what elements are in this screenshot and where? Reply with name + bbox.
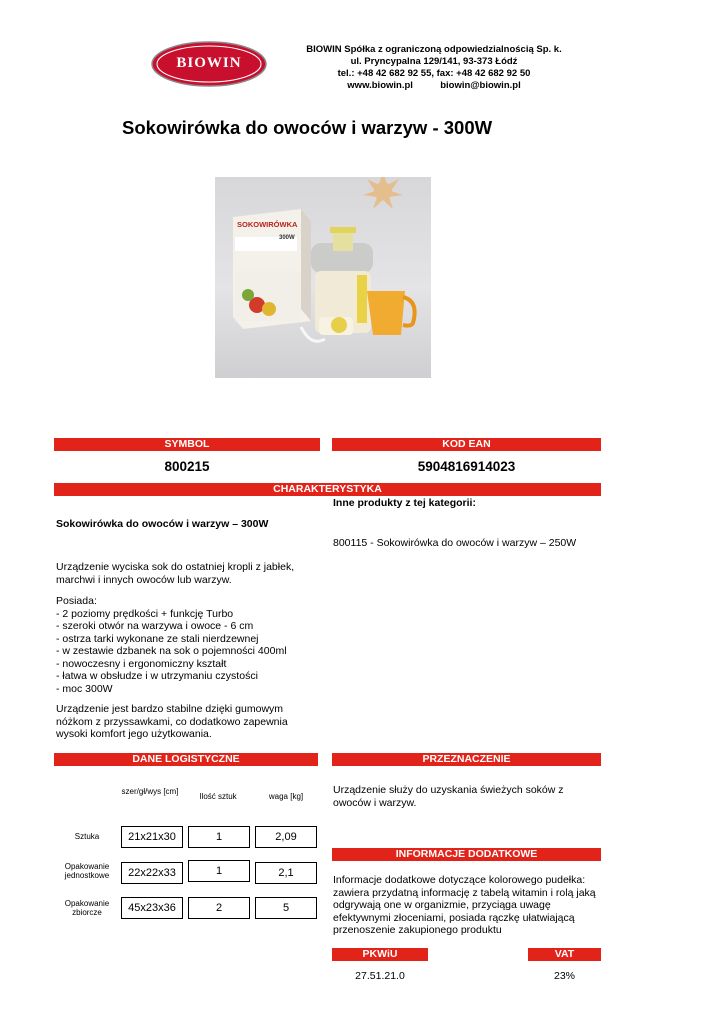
weight-cell: 2,09 [255, 826, 317, 848]
ean-bar: KOD EAN [332, 438, 601, 451]
row-label: Sztuka [74, 832, 100, 841]
logo-text: BIOWIN [176, 55, 242, 71]
col-dims-header: szer/gł/wys [cm] [121, 787, 179, 796]
col-qty-header: Ilość sztuk [199, 792, 237, 801]
dims-cell: 45x23x36 [121, 897, 183, 919]
other-product-item[interactable]: 800115 - Sokowirówka do owoców i warzyw – 250W [333, 537, 577, 549]
page-title: Sokowirówka do owoców i warzyw - 300W [122, 117, 493, 138]
features-list [56, 595, 316, 695]
company-email[interactable]: biowin@biowin.pl [440, 80, 521, 91]
juicer-illustration [215, 177, 431, 378]
weight-cell: 2,1 [255, 862, 317, 884]
col-weight-header: waga [kg] [268, 792, 304, 801]
dims-cell: 21x21x30 [121, 826, 183, 848]
company-website[interactable]: www.biowin.pl [347, 80, 413, 91]
qty-cell: 2 [188, 897, 250, 919]
feature-item: - szeroki otwór na warzywa i owoce - 6 cm [56, 620, 254, 632]
purpose-bar: PRZEZNACZENIE [332, 753, 601, 766]
pkwiu-bar: PKWiU [332, 948, 428, 961]
biowin-logo [150, 40, 268, 88]
additional-info-text: Informacje dodatkowe dotyczące kolorowego pudełka: zawiera przydatną informację z tabelą witamin i rolą jaką odgrywają one w organizmie, przyciąga uwagę efektywnymi złoceniami, posiada rączkę ułatwiającą przenoszenie zakupionego produktu [333, 874, 596, 936]
row-label: Opakowanie zbiorcze [64, 899, 110, 917]
qty-cell: 1 [188, 860, 250, 882]
feature-item: - 2 poziomy prędkości + funkcję Turbo [56, 607, 234, 620]
box-brand-text: SOKOWIRÓWKA [237, 220, 298, 229]
purpose-text: Urządzenie służy do uzyskania świeżych soków z owoców i warzyw. [333, 784, 564, 809]
other-products-title: Inne produkty z tej kategorii: [333, 497, 476, 509]
feature-item: - w zestawie dzbanek na sok o pojemności 400ml [56, 645, 287, 657]
pkwiu-value: 27.51.21.0 [355, 970, 405, 982]
additional-info-bar: INFORMACJE DODATKOWE [332, 848, 601, 861]
product-name: Sokowirówka do owoców i warzyw – 300W [56, 518, 269, 530]
qty-cell: 1 [188, 826, 250, 848]
dims-cell: 22x22x33 [121, 862, 183, 884]
feature-item: - łatwa w obsłudze i w utrzymaniu czystości [56, 670, 258, 682]
box-power-text: 300W [279, 235, 295, 241]
logistics-bar: DANE LOGISTYCZNE [54, 753, 318, 766]
row-label: Opakowanie jednostkowe [64, 862, 110, 880]
characteristics-bar: CHARAKTERYSTYKA [54, 483, 601, 496]
stability-text: Urządzenie jest bardzo stabilne dzięki gumowym nóżkom z przyssawkami, co dodatkowo zapewnia wysoki komfort jego użytkowania. [56, 703, 288, 740]
company-name: BIOWIN Spółka z ograniczoną odpowiedzialnością Sp. k. [306, 44, 562, 55]
feature-item: - moc 300W [56, 682, 113, 695]
ean-value: 5904816914023 [417, 459, 516, 474]
feature-item: - nowoczesny i ergonomiczny kształt [56, 657, 227, 670]
product-photo [215, 177, 431, 378]
features-title: Posiada: [56, 595, 97, 607]
company-address: ul. Pryncypalna 129/141, 93-373 Łódź [350, 56, 518, 67]
vat-bar: VAT [528, 948, 601, 961]
feature-item: - ostrza tarki wykonane ze stali nierdzewnej [56, 632, 259, 645]
symbol-value: 800215 [164, 459, 210, 474]
weight-cell: 5 [255, 897, 317, 919]
company-phone: tel.: +48 42 682 92 55, fax: +48 42 682 92 50 [337, 68, 531, 79]
vat-value: 23% [553, 970, 575, 982]
company-info [300, 44, 568, 92]
symbol-bar: SYMBOL [54, 438, 320, 451]
product-intro: Urządzenie wyciska sok do ostatniej kropli z jabłek, marchwi i innych owoców lub warzyw. [56, 561, 295, 586]
